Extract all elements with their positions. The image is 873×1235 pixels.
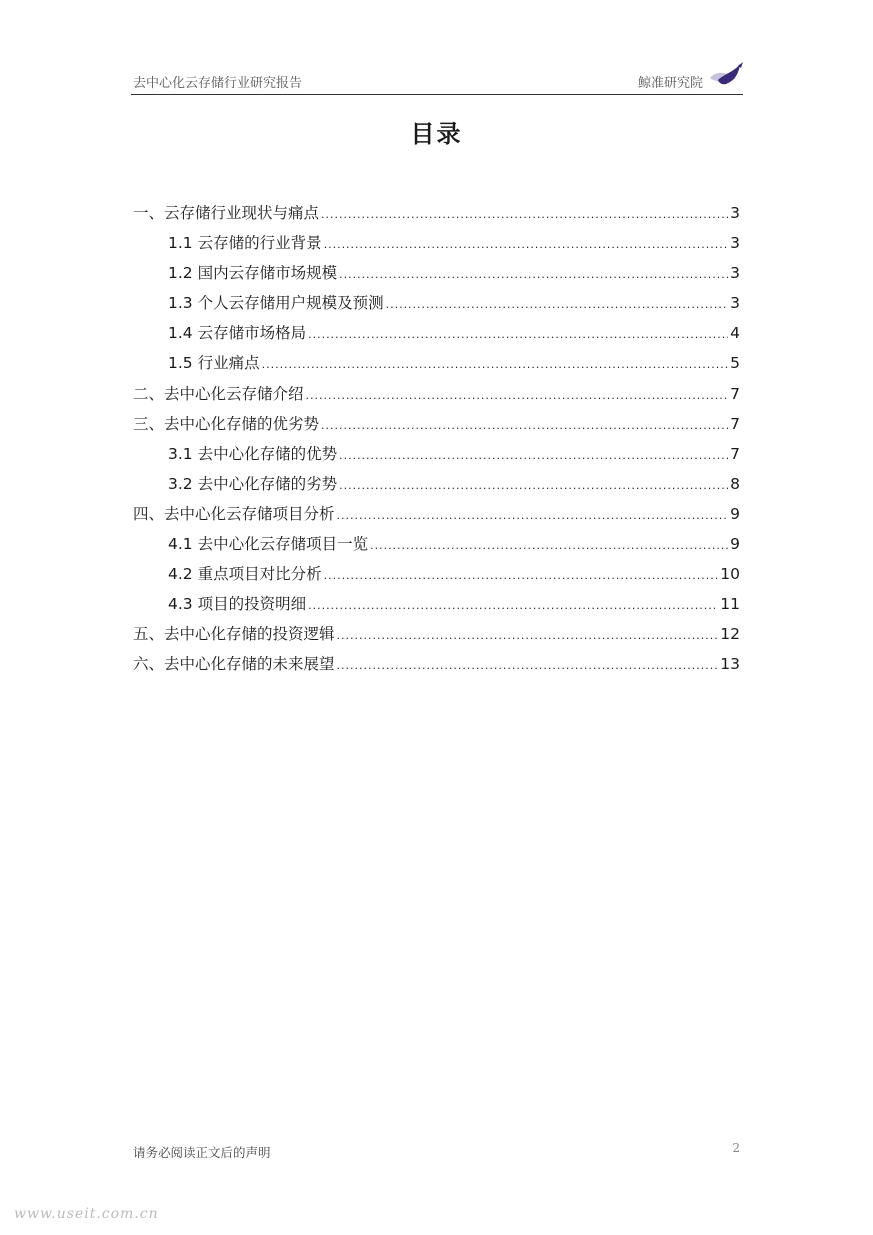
- toc-entry-title: 二、去中心化云存储介绍: [133, 384, 304, 403]
- header-rule: [131, 94, 743, 95]
- toc-entry-page: 13: [720, 655, 740, 674]
- table-of-contents: [133, 201, 740, 683]
- toc-entry-title: 3.1 去中心化存储的优势: [168, 444, 338, 463]
- toc-entry[interactable]: [133, 412, 740, 442]
- toc-entry[interactable]: [133, 351, 740, 381]
- toc-entry-title: 三、去中心化存储的优劣势: [133, 414, 320, 433]
- toc-entry[interactable]: [133, 261, 740, 291]
- toc-entry-page: 8: [730, 474, 740, 493]
- toc-entry-page: 7: [730, 444, 740, 463]
- toc-dot-leader: [339, 263, 728, 287]
- toc-dot-leader: [339, 474, 728, 498]
- toc-entry-title: 3.2 去中心化存储的劣势: [168, 474, 338, 493]
- toc-entry-page: 3: [730, 294, 740, 313]
- toc-entry-title: 4.1 去中心化云存储项目一览: [168, 535, 369, 554]
- toc-entry-title: 五、去中心化存储的投资逻辑: [133, 625, 335, 644]
- footer-page-number: 2: [732, 1141, 740, 1155]
- toc-dot-leader: [337, 624, 719, 648]
- toc-entry-title: 一、云存储行业现状与痛点: [133, 204, 320, 222]
- toc-dot-leader: [306, 384, 729, 408]
- toc-entry[interactable]: [133, 652, 740, 682]
- toc-entry-title: 1.4 云存储市场格局: [168, 324, 307, 343]
- toc-entry-page: 12: [720, 625, 740, 644]
- toc-dot-leader: [324, 233, 729, 257]
- toc-dot-leader: [308, 594, 718, 618]
- footer-disclaimer: 请务必阅读正文后的声明: [133, 1145, 271, 1160]
- toc-entry-title: 1.3 个人云存储用户规模及预测: [168, 294, 384, 313]
- toc-entry[interactable]: [133, 472, 740, 502]
- toc-entry-page: 3: [730, 204, 740, 222]
- toc-entry-title: 4.3 项目的投资明细: [168, 595, 307, 614]
- toc-entry[interactable]: [133, 562, 740, 592]
- toc-entry[interactable]: [133, 532, 740, 562]
- header-publisher: 鲸准研究院: [637, 76, 703, 91]
- toc-dot-leader: [386, 293, 729, 317]
- toc-entry-page: 9: [730, 504, 740, 523]
- toc-dot-leader: [321, 203, 728, 227]
- toc-entry-title: 六、去中心化存储的未来展望: [133, 655, 335, 674]
- toc-entry[interactable]: [133, 442, 740, 472]
- toc-entry-page: 11: [720, 595, 740, 614]
- toc-entry[interactable]: [133, 592, 740, 622]
- watermark: www.useit.com.cn: [14, 1206, 159, 1222]
- toc-dot-leader: [262, 353, 729, 377]
- toc-entry[interactable]: [133, 382, 740, 412]
- toc-entry-page: 7: [730, 384, 740, 403]
- page-title: 目录: [410, 120, 463, 148]
- header-report-title: 去中心化云存储行业研究报告: [133, 76, 303, 91]
- toc-dot-leader: [337, 654, 719, 678]
- toc-entry-title: 1.1 云存储的行业背景: [168, 234, 322, 253]
- toc-entry-title: 四、去中心化云存储项目分析: [133, 504, 335, 523]
- toc-dot-leader: [370, 534, 728, 558]
- toc-entry-page: 4: [730, 324, 740, 343]
- whale-logo-icon: [708, 60, 744, 88]
- toc-entry-page: 10: [720, 565, 740, 584]
- toc-dot-leader: [339, 444, 728, 468]
- toc-entry-page: 3: [730, 234, 740, 253]
- toc-entry-title: 4.2 重点项目对比分析: [168, 565, 322, 584]
- toc-entry-title: 1.5 行业痛点: [168, 354, 260, 373]
- toc-entry[interactable]: [133, 622, 740, 652]
- toc-entry-page: 7: [730, 414, 740, 433]
- toc-dot-leader: [308, 323, 728, 347]
- toc-entry-page: 3: [730, 264, 740, 283]
- toc-dot-leader: [321, 414, 728, 438]
- toc-entry-page: 9: [730, 535, 740, 554]
- toc-entry[interactable]: [133, 231, 740, 261]
- toc-entry[interactable]: [133, 201, 740, 231]
- toc-entry[interactable]: [133, 321, 740, 351]
- toc-entry[interactable]: [133, 291, 740, 321]
- toc-dot-leader: [324, 564, 719, 588]
- toc-entry[interactable]: [133, 502, 740, 532]
- toc-entry-title: 1.2 国内云存储市场规模: [168, 264, 338, 283]
- toc-entry-page: 5: [730, 354, 740, 373]
- toc-dot-leader: [337, 504, 729, 528]
